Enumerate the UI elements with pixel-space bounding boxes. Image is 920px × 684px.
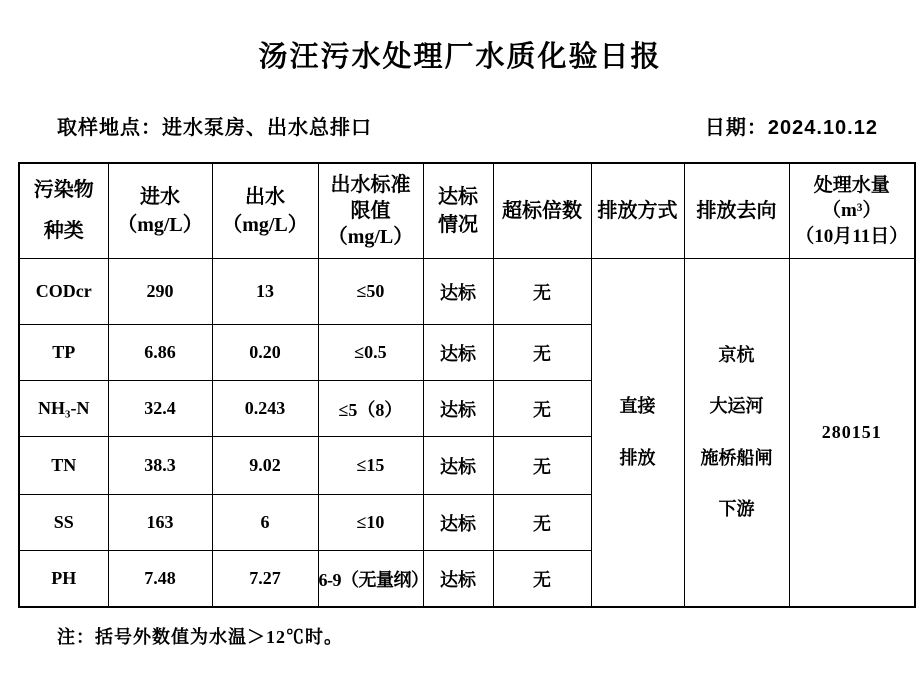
cell-exceedance: 无 (493, 495, 591, 551)
cell-effluent: 0.243 (212, 381, 318, 437)
cell-effluent: 0.20 (212, 325, 318, 381)
header-line: 进水 (140, 186, 180, 209)
cell-limit: 6-9（无量纲） (318, 551, 423, 607)
header-line: 出水标准 (330, 174, 411, 197)
cell-compliance: 达标 (423, 551, 493, 607)
cell-effluent: 6 (212, 495, 318, 551)
cell-pollutant: TN (19, 437, 108, 495)
cell-effluent: 9.02 (212, 437, 318, 495)
cell-pollutant: NH₃-N (19, 381, 108, 437)
cell-influent: 290 (108, 259, 212, 325)
cell-pollutant: TP (19, 325, 108, 381)
col-header-limit (318, 163, 423, 259)
cell-treated-volume: 280151 (789, 259, 915, 607)
merged-line: 下游 (718, 498, 755, 519)
col-header-pollutant (19, 163, 108, 259)
header-line: 达标 (438, 186, 478, 209)
cell-influent: 6.86 (108, 325, 212, 381)
header-line: （mg/L） (117, 214, 203, 237)
header-line: （mg/L） (222, 214, 308, 237)
water-quality-table (18, 162, 916, 608)
cell-exceedance: 无 (493, 381, 591, 437)
cell-compliance: 达标 (423, 259, 493, 325)
merged-line: 大运河 (709, 396, 764, 417)
col-header-exceedance: 超标倍数 (493, 163, 591, 259)
cell-compliance: 达标 (423, 437, 493, 495)
col-header-discharge-destination: 排放去向 (684, 163, 789, 259)
footnote: 注：括号外数值为水温＞12℃时。 (57, 626, 343, 647)
header-line: 出水 (245, 186, 285, 209)
header-line: 情况 (438, 214, 478, 237)
merged-line: 施桥船闸 (700, 447, 773, 468)
cell-exceedance: 无 (493, 437, 591, 495)
cell-exceedance: 无 (493, 259, 591, 325)
cell-compliance: 达标 (423, 381, 493, 437)
cell-effluent: 7.27 (212, 551, 318, 607)
cell-discharge-method (591, 259, 684, 607)
report-date-label: 日期：2024.10.12 (704, 116, 878, 139)
header-line: 污染物 (33, 179, 94, 202)
col-header-compliance (423, 163, 493, 259)
merged-line: 直接 (619, 396, 656, 417)
col-header-treated-volume (789, 163, 915, 259)
cell-pollutant: SS (19, 495, 108, 551)
meta-row (57, 111, 878, 140)
cell-exceedance: 无 (493, 325, 591, 381)
cell-influent: 32.4 (108, 381, 212, 437)
col-header-effluent (212, 163, 318, 259)
col-header-influent (108, 163, 212, 259)
col-header-discharge-method: 排放方式 (591, 163, 684, 259)
header-line: 处理水量 (813, 174, 890, 196)
cell-limit: ≤15 (318, 437, 423, 495)
merged-line: 京杭 (718, 344, 755, 365)
cell-pollutant: CODcr (19, 259, 108, 325)
header-line: （m³） (821, 200, 882, 222)
header-line: （mg/L） (327, 226, 414, 249)
cell-compliance: 达标 (423, 495, 493, 551)
cell-limit: ≤10 (318, 495, 423, 551)
cell-compliance: 达标 (423, 325, 493, 381)
cell-exceedance: 无 (493, 551, 591, 607)
header-line: （10月11日） (795, 225, 909, 247)
cell-limit: ≤50 (318, 259, 423, 325)
cell-influent: 163 (108, 495, 212, 551)
merged-line: 排放 (619, 447, 656, 468)
cell-limit: ≤5（8） (318, 381, 423, 437)
table-row-codcr (19, 259, 915, 325)
header-row (19, 163, 915, 259)
cell-effluent: 13 (212, 259, 318, 325)
sampling-location-label: 取样地点：进水泵房、出水总排口 (57, 116, 372, 139)
header-line: 种类 (43, 220, 84, 243)
cell-influent: 7.48 (108, 551, 212, 607)
cell-influent: 38.3 (108, 437, 212, 495)
cell-limit: ≤0.5 (318, 325, 423, 381)
header-line: 限值 (350, 200, 391, 223)
cell-discharge-destination (684, 259, 789, 607)
cell-pollutant: PH (19, 551, 108, 607)
page-title: 汤汪污水处理厂水质化验日报 (258, 41, 662, 73)
